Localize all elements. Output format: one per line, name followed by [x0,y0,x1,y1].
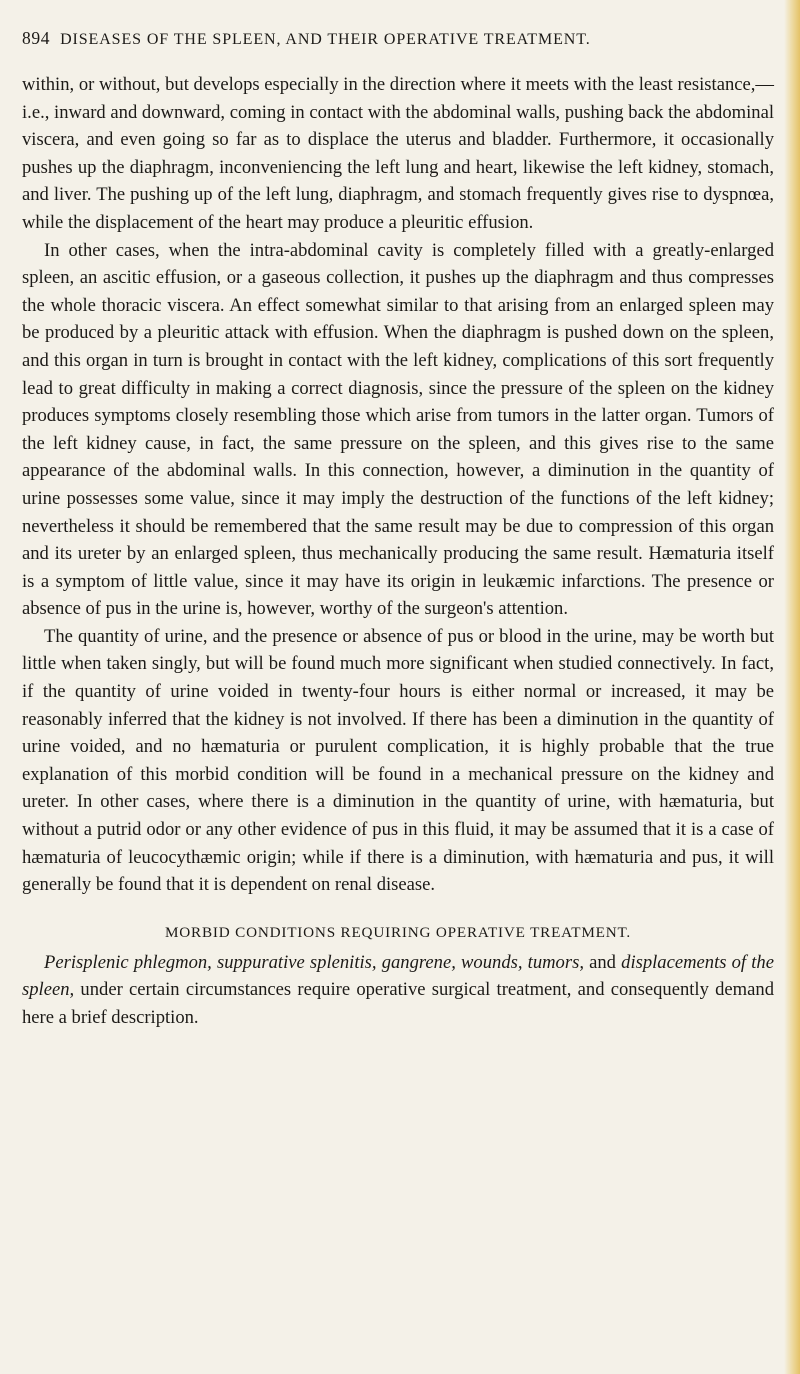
section-intro-and: and [589,951,616,973]
section-intro-rest: under certain circumstances require operative surgical treatment, and consequently demand here a brief description. [22,979,774,1028]
body-text [22,71,774,1032]
paragraph-3: The quantity of urine, and the presence or absence of pus or blood in the urine, may be worth but little when taken singly, but will be found much more significant when studied connectively. In fact, if the quantity of urine voided in twenty-four hours is either normal or increased, it may be reasonably inferred that the kidney is not involved. If there has been a diminution in the quantity of urine voided, and no hæmaturia or purulent complication, it is highly probable that the true explanation of this morbid condition will be found in a mechanical pressure on the kidney and ureter. In other cases, where there is a diminution in the quantity of urine, with hæmaturia, but without a putrid odor or any other evidence of pus in this fluid, it may be assumed that it is a case of hæmaturia of leucocythæmic origin; while if there is a diminution, with hæmaturia and pus, it will generally be found that it is dependent on renal disease. [22,625,774,896]
paragraph-2: In other cases, when the intra-abdominal cavity is completely filled with a greatly-enlarged spleen, an ascitic effusion, or a gaseous collection, it pushes up the diaphragm and thus compresses the whole thoracic viscera. An effect somewhat similar to that arising from an enlarged spleen may be produced by a pleuritic attack with effusion. When the diaphragm is pushed down on the spleen, and this organ in turn is brought in contact with the left kidney, complications of this sort frequently lead to great difficulty in making a correct diagnosis, since the pressure of the spleen on the kidney produces symptoms closely resembling those which arise from tumors in the latter organ. Tumors of the left kidney cause, in fact, the same pressure on the spleen, and this gives rise to the same appearance of the abdominal walls. In this connection, however, a diminution in the quantity of urine possesses some value, since it may imply the destruction of the functions of the left kidney; nevertheless it should be remembered that the same result may be due to compression of this organ and its ureter by an enlarged spleen, thus mechanically producing the same result. Hæmaturia itself is a symptom of little value, since it may have its origin in leukæmic infarctions. The presence or absence of pus in the urine is, however, worthy of the surgeon's attention. [22,239,774,620]
running-title: DISEASES OF THE SPLEEN, AND THEIR OPERATIVE TREATMENT. [60,31,591,48]
section-intro-italic: Perisplenic phlegmon, suppurative splenitis, gangrene, wounds, tumors, [44,951,584,973]
book-page [22,28,774,1032]
section-intro-italic-2: displacements of the spleen, [22,951,774,1001]
section-intro-paragraph [22,949,774,1032]
section-intro [22,949,774,1032]
page-number: 894 [22,28,51,48]
paragraph-1: within, or without, but develops especially in the direction where it meets with the least resistance,—i.e., inward and downward, coming in contact with the abdominal walls, pushing back the abdominal viscera, and even going so far as to displace the uterus and bladder. Furthermore, it occasionally pushes up the diaphragm, inconveniencing the left lung and heart, likewise the left kidney, stomach, and liver. The pushing up of the left lung, diaphragm, and stomach frequently gives rise to dyspnœa, while the displacement of the heart may produce a pleuritic effusion. [22,74,774,233]
running-header [22,28,774,49]
section-heading: MORBID CONDITIONS REQUIRING OPERATIVE TREATMENT. [164,923,632,941]
page-edge-shadow [784,0,800,1374]
